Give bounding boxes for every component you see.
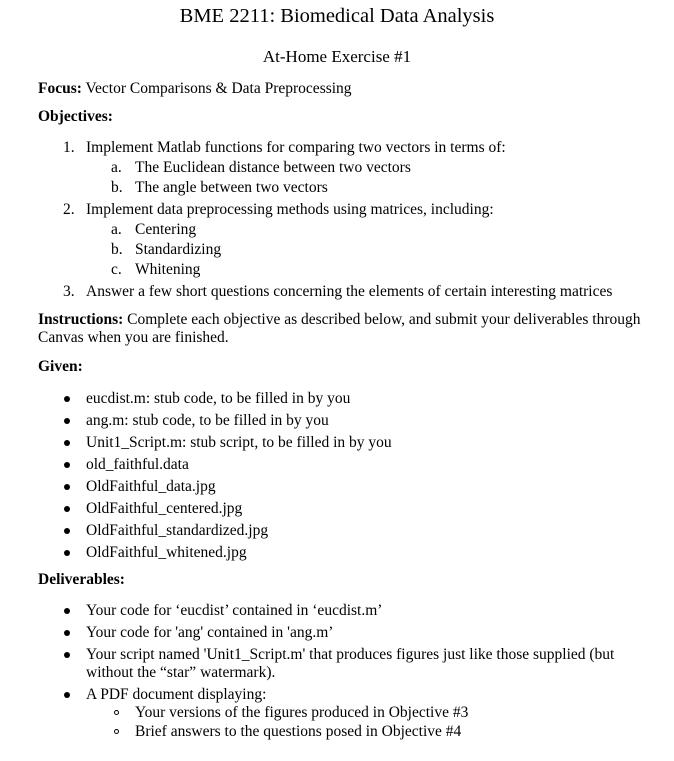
deliverable-item: Your script named 'Unit1_Script.m' that produces figures just like those supplied (but [86,646,615,663]
given-item: OldFaithful_whitened.jpg [86,544,247,561]
bullet-icon [64,462,70,468]
focus-label: Focus: [38,80,82,97]
objective-item: Answer a few short questions concerning the elements of certain interesting matrices [86,283,613,300]
objective-subitem: Standardizing [135,241,222,258]
instructions-text: Complete each objective as described below, and submit your deliverables through [127,311,641,328]
bullet-icon [64,418,70,424]
deliverable-subitem: Your versions of the figures produced in Objective #3 [135,704,469,721]
given-item: OldFaithful_centered.jpg [86,500,243,517]
bullet-icon [64,630,70,636]
given-item: old_faithful.data [86,456,189,473]
objective-subitem: The Euclidean distance between two vectors [135,159,411,176]
focus-text: Vector Comparisons & Data Preprocessing [85,80,352,97]
bullet-icon [64,396,70,402]
bullet-icon [64,528,70,534]
bullet-icon [64,652,70,658]
given-item: eucdist.m: stub code, to be filled in by you [86,390,351,407]
instructions-line [38,310,641,330]
deliverable-item: A PDF document displaying: [86,686,267,703]
objective-subitem-marker: b. [111,179,123,196]
objective-subitem: Centering [135,221,197,238]
circle-bullet-icon [114,729,119,734]
deliverable-item-continued: without the “star” watermark). [86,664,276,681]
deliverable-item: Your code for ‘eucdist’ contained in ‘eucdist.m’ [86,602,383,619]
objective-subitem-marker: b. [111,241,123,258]
deliverables-heading: Deliverables: [38,571,125,588]
objective-subitem-marker: a. [111,159,122,176]
bullet-icon [64,550,70,556]
circle-bullet-icon [114,710,119,715]
given-item: Unit1_Script.m: stub script, to be filled in by you [86,434,392,451]
objective-marker: 2. [63,201,75,218]
given-item: OldFaithful_data.jpg [86,478,216,495]
bullet-icon [64,440,70,446]
instructions-text-continued: Canvas when you are finished. [38,329,229,346]
objective-marker: 1. [63,139,75,156]
bullet-icon [64,484,70,490]
objective-subitem-marker: a. [111,221,122,238]
bullet-icon [64,608,70,614]
bullet-icon [64,692,70,698]
given-heading: Given: [38,358,83,375]
given-item: OldFaithful_standardized.jpg [86,522,269,539]
deliverable-subitem: Brief answers to the questions posed in Objective #4 [135,723,462,740]
objective-subitem: Whitening [135,261,201,278]
bullet-icon [64,506,70,512]
document-title: BME 2211: Biomedical Data Analysis [179,5,495,27]
instructions-label: Instructions: [38,311,124,328]
objective-subitem: The angle between two vectors [135,179,328,196]
objective-subitem-marker: c. [111,261,122,278]
objective-item: Implement Matlab functions for comparing two vectors in terms of: [86,139,506,156]
deliverable-item: Your code for 'ang' contained in 'ang.m’ [86,624,334,641]
objectives-heading: Objectives: [38,108,113,125]
objective-item: Implement data preprocessing methods using matrices, including: [86,201,494,218]
objective-marker: 3. [63,283,75,300]
document-subtitle: At-Home Exercise #1 [262,47,412,66]
given-item: ang.m: stub code, to be filled in by you [86,412,329,429]
focus-line [38,79,352,99]
